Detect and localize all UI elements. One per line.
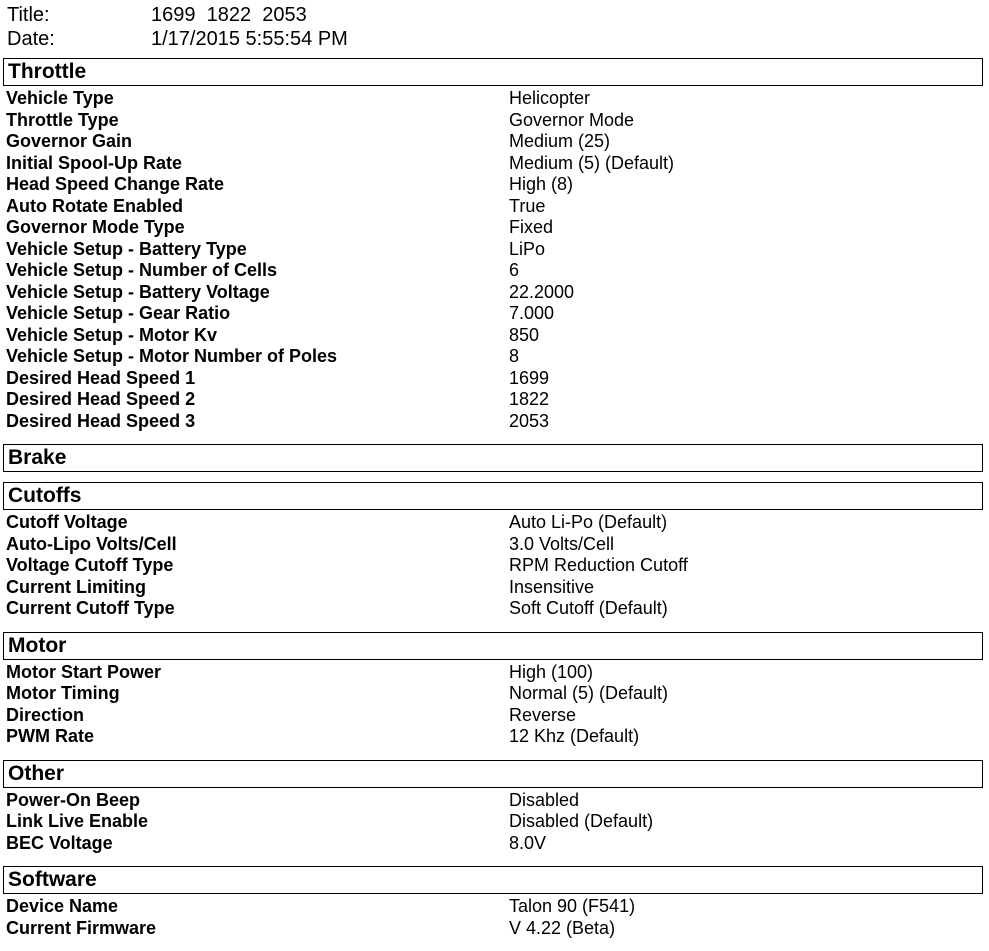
setting-row [3,153,983,175]
setting-value: 7.000 [509,303,555,323]
date-value: 1/17/2015 5:55:54 PM [151,28,348,50]
setting-name: Vehicle Type [6,88,114,108]
setting-name: Motor Timing [6,683,120,703]
setting-value: Normal (5) (Default) [509,683,669,703]
setting-name: Head Speed Change Rate [6,174,225,194]
report-date [7,28,348,50]
section-header: Throttle [3,58,983,86]
date-label: Date: [7,28,55,50]
setting-row [3,325,983,347]
setting-value: Helicopter [509,88,591,108]
setting-row [3,918,983,940]
section-header: Motor [3,632,983,660]
setting-row [3,555,983,577]
setting-name: Link Live Enable [6,811,149,831]
setting-value: 22.2000 [509,281,575,302]
setting-name: Desired Head Speed 3 [6,410,196,431]
setting-row [3,662,983,684]
setting-name: Vehicle Setup - Motor Number of Poles [6,346,338,366]
setting-value: Auto Li-Po (Default) [509,512,668,532]
setting-name: Cutoff Voltage [6,512,128,532]
section-software [3,866,983,939]
setting-name: Governor Mode Type [6,217,185,237]
setting-value: 6 [509,260,520,280]
setting-value: 3.0 Volts/Cell [509,533,615,554]
setting-name: PWM Rate [6,726,95,746]
setting-value: LiPo [509,238,546,259]
setting-row [3,705,983,727]
setting-name: Current Cutoff Type [6,598,175,618]
setting-value: 850 [509,324,540,345]
setting-name: Vehicle Setup - Number of Cells [6,260,278,280]
setting-name: Initial Spool-Up Rate [6,152,183,173]
setting-value: High (8) [509,174,574,194]
setting-name: Current Firmware [6,917,157,938]
report-title [7,4,307,26]
setting-name: Power-On Beep [6,789,141,810]
setting-name: Auto Rotate Enabled [6,195,184,216]
setting-value: 2053 [509,410,550,431]
setting-value: RPM Reduction Cutoff [509,555,688,575]
setting-row [3,88,983,110]
setting-row [3,811,983,833]
setting-value: 8.0V [509,832,547,853]
setting-row [3,726,983,748]
setting-row [3,346,983,368]
setting-row [3,534,983,556]
setting-name: Voltage Cutoff Type [6,555,174,575]
setting-value: High (100) [509,661,594,682]
section-header: Cutoffs [3,482,983,510]
setting-row [3,512,983,534]
setting-row [3,260,983,282]
setting-row [3,598,983,620]
setting-row [3,239,983,261]
setting-name: Device Name [6,896,119,916]
setting-value: 8 [509,346,520,366]
setting-name: Desired Head Speed 2 [6,389,196,409]
setting-row [3,282,983,304]
setting-value: Medium (25) [509,131,611,151]
setting-row [3,790,983,812]
setting-value: V 4.22 (Beta) [509,917,616,938]
title-label: Title: [7,4,50,26]
setting-value: Disabled (Default) [509,811,654,831]
setting-row [3,303,983,325]
setting-value: Governor Mode [509,109,635,130]
setting-value: Talon 90 (F541) [509,896,636,916]
setting-name: Vehicle Setup - Battery Type [6,238,247,259]
setting-name: Throttle Type [6,109,119,130]
title-value: 1699 1822 2053 [151,4,307,26]
setting-row [3,174,983,196]
setting-row [3,833,983,855]
setting-row [3,110,983,132]
setting-name: Direction [6,704,85,725]
setting-name: Auto-Lipo Volts/Cell [6,533,177,554]
setting-row [3,131,983,153]
setting-row [3,368,983,390]
setting-value: Soft Cutoff (Default) [509,598,668,618]
setting-name: BEC Voltage [6,832,113,853]
setting-row [3,196,983,218]
section-motor [3,632,983,748]
setting-value: Medium (5) (Default) [509,152,675,173]
setting-value: Reverse [509,704,577,725]
setting-row [3,389,983,411]
setting-name: Governor Gain [6,131,133,151]
setting-value: Fixed [509,217,554,237]
setting-value: Disabled [509,789,580,810]
setting-value: 1699 [509,367,550,388]
section-header: Software [3,866,983,894]
setting-name: Vehicle Setup - Motor Kv [6,324,218,345]
setting-row [3,577,983,599]
section-other [3,760,983,855]
setting-row [3,411,983,433]
setting-name: Vehicle Setup - Gear Ratio [6,303,231,323]
setting-value: Insensitive [509,576,595,597]
setting-value: 12 Khz (Default) [509,726,640,746]
section-header: Brake [3,444,983,472]
section-cutoffs [3,482,983,620]
setting-row [3,217,983,239]
settings-sections [3,58,983,951]
setting-row [3,683,983,705]
section-throttle [3,58,983,432]
setting-value: 1822 [509,389,550,409]
setting-name: Vehicle Setup - Battery Voltage [6,281,270,302]
section-brake [3,444,983,472]
setting-name: Current Limiting [6,576,146,597]
setting-name: Desired Head Speed 1 [6,367,196,388]
setting-row [3,896,983,918]
setting-value: True [509,195,546,216]
setting-name: Motor Start Power [6,661,162,682]
section-header: Other [3,760,983,788]
